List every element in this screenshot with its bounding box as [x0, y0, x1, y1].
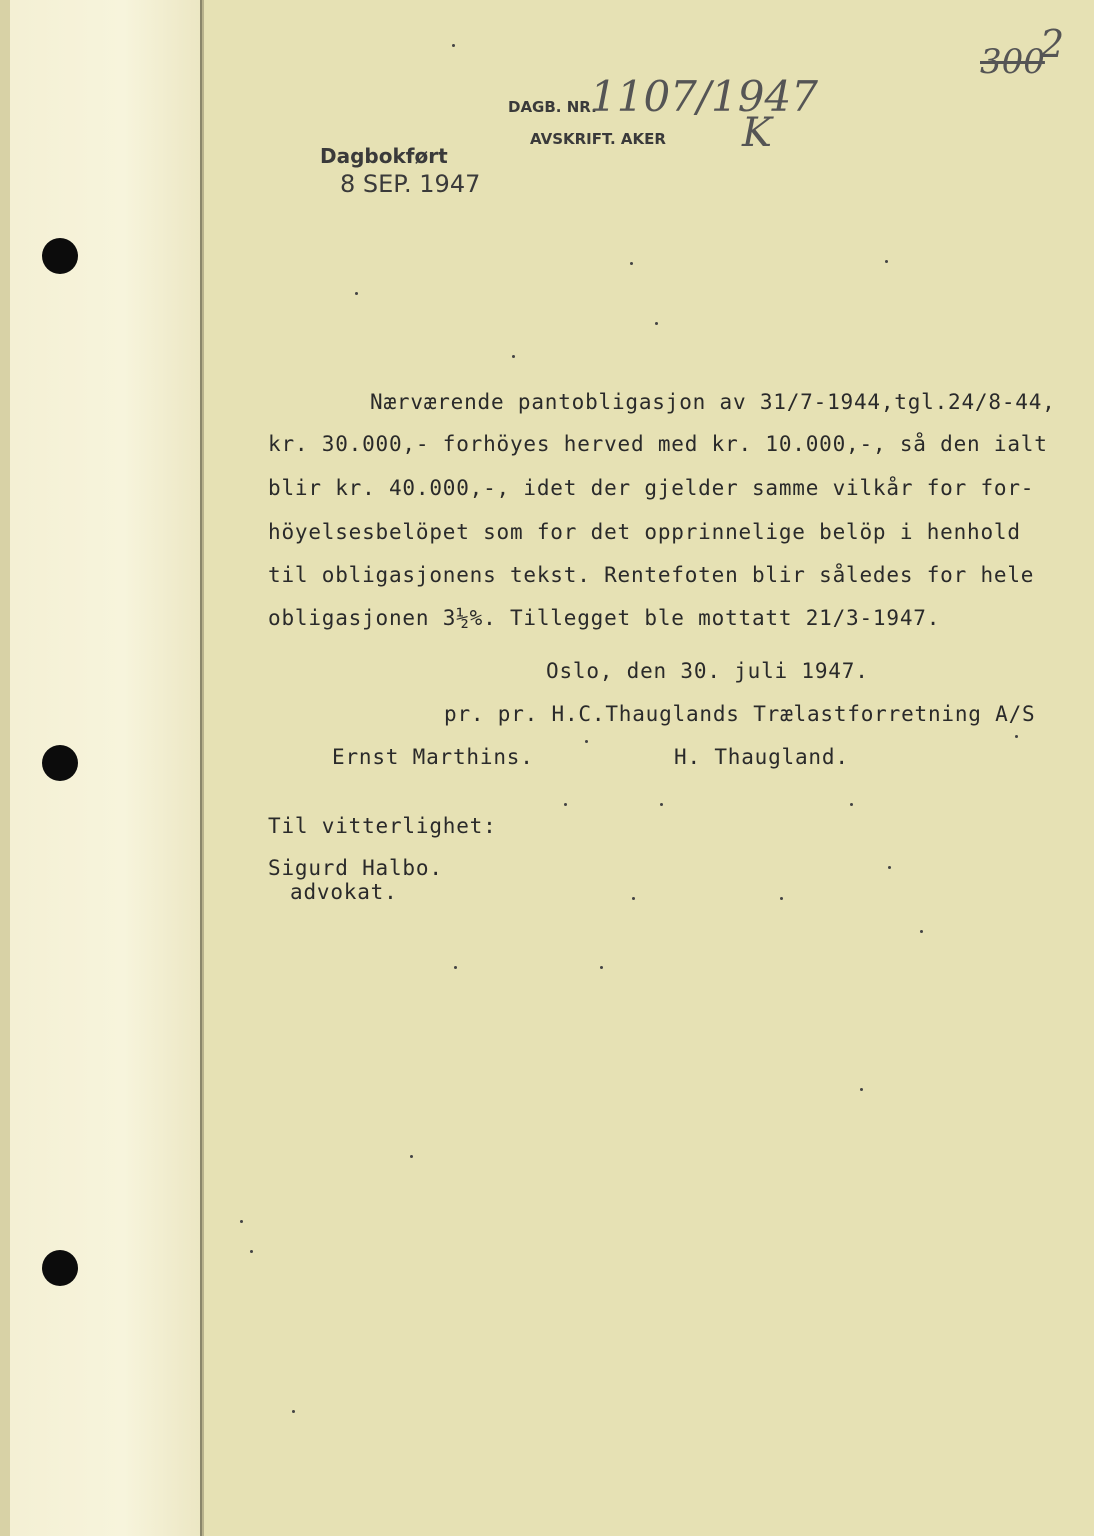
paper-speck [920, 930, 923, 933]
paper-speck [885, 260, 888, 263]
paper-speck [660, 803, 663, 806]
paper-speck [860, 1088, 863, 1091]
dagbokfort-stamp-label: Dagbokført [320, 144, 448, 168]
avskrift-stamp: AVSKRIFT. AKER [530, 130, 666, 148]
paper-speck [655, 322, 658, 325]
place-date: Oslo, den 30. juli 1947. [546, 659, 869, 683]
paper-speck [630, 262, 633, 265]
paper-speck [454, 966, 457, 969]
dagbokfort-stamp-date: 8 SEP. 1947 [340, 170, 481, 198]
paper-speck [452, 44, 455, 47]
binding-margin [10, 0, 202, 1536]
witness-name: Sigurd Halbo. [268, 856, 443, 880]
dagb-nr-handwritten: 1107/1947 [590, 72, 818, 121]
paper-speck [355, 292, 358, 295]
body-line-2: kr. 30.000,- forhöyes herved med kr. 10.000,-, så den ialt [268, 432, 1048, 456]
company-line: pr. pr. H.C.Thauglands Trælastforretning A/S [444, 702, 1036, 726]
paper-speck [564, 803, 567, 806]
dagb-nr-stamp-label: DAGB. NR. [508, 98, 597, 116]
witness-heading: Til vitterlighet: [268, 814, 497, 838]
page-number-old: 300 [980, 42, 1045, 82]
paper-speck [240, 1220, 243, 1223]
paper-speck [850, 803, 853, 806]
paper-speck [250, 1250, 253, 1253]
witness-title: advokat. [290, 880, 398, 904]
body-line-1: Nærværende pantobligasjon av 31/7-1944,tgl.24/8-44, [370, 390, 1056, 414]
signer-1: Ernst Marthins. [332, 745, 534, 769]
punch-hole-middle [42, 745, 78, 781]
punch-hole-top [42, 238, 78, 274]
paper-speck [632, 897, 635, 900]
body-line-6: obligasjonen 3½%. Tillegget ble mottatt 21/3-1947. [268, 606, 941, 630]
body-line-5: til obligasjonens tekst. Rentefoten blir således for hele [268, 563, 1035, 587]
paper-speck [292, 1410, 295, 1413]
paper-speck [1015, 735, 1018, 738]
signer-2: H. Thaugland. [674, 745, 849, 769]
body-line-4: höyelsesbelöpet som for det opprinnelige belöp i henhold [268, 520, 1021, 544]
hand-mark: K [742, 110, 772, 156]
paper-speck [600, 966, 603, 969]
body-line-3: blir kr. 40.000,-, idet der gjelder samme vilkår for for- [268, 476, 1035, 500]
punch-hole-bottom [42, 1250, 78, 1286]
paper-speck [410, 1155, 413, 1158]
page-edge [0, 0, 10, 1536]
paper-speck [512, 355, 515, 358]
paper-speck [780, 897, 783, 900]
paper-speck [585, 740, 588, 743]
paper-speck [888, 866, 891, 869]
page-number-new: 2 [1040, 22, 1065, 66]
